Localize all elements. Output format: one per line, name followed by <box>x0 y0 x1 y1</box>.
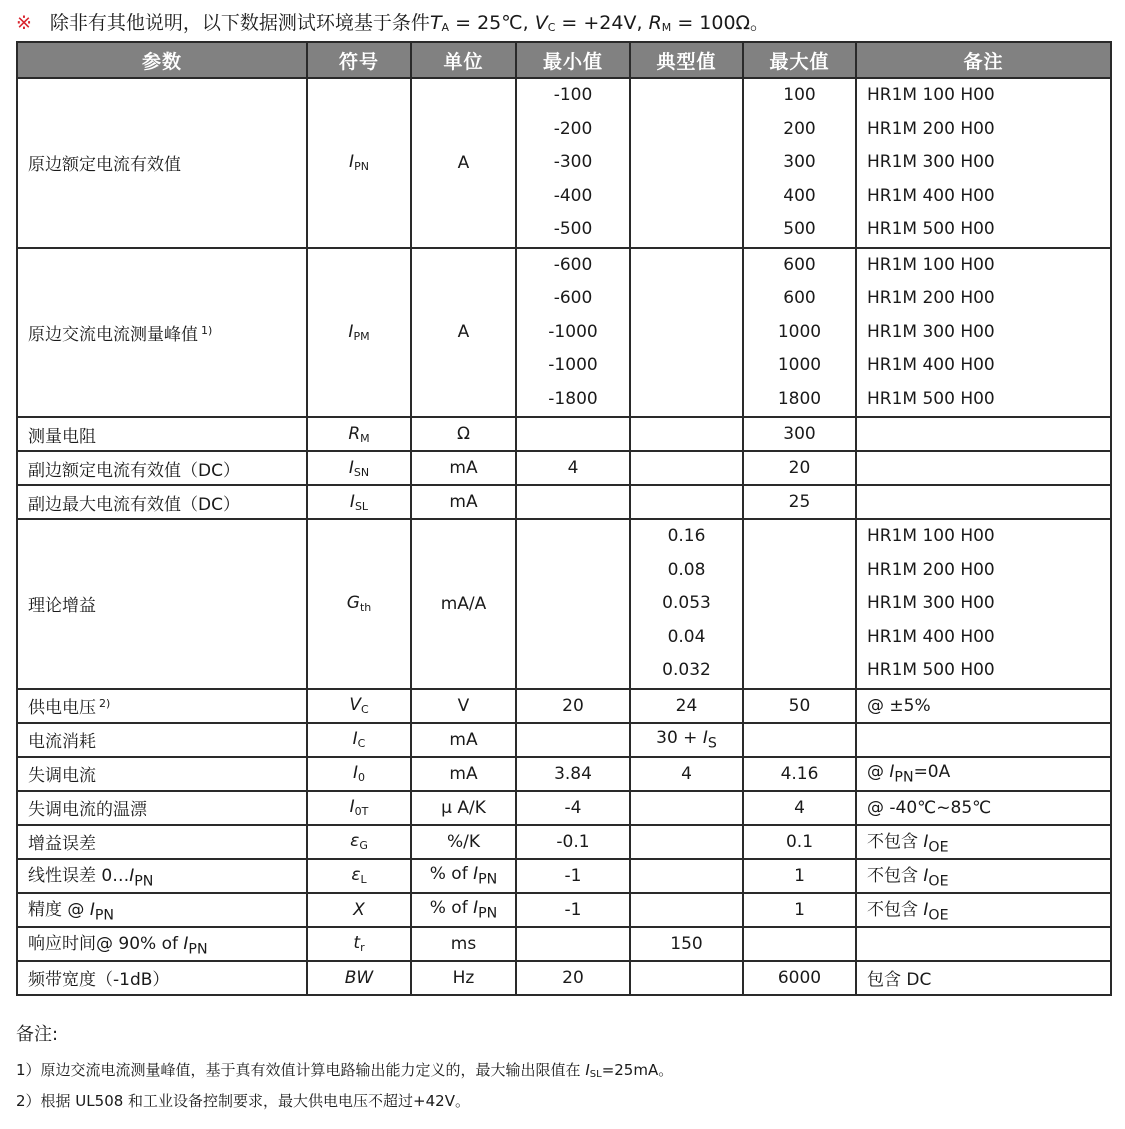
symbol-cell: $\varepsilon_G$ <box>307 825 411 859</box>
note-cell: 不包含 $I_{OE}$ <box>856 825 1111 859</box>
header-unit: 单位 <box>411 42 516 78</box>
unit-cell: Ω <box>411 417 516 451</box>
param-cell: 电流消耗 <box>17 723 307 757</box>
vc-symbol: V <box>534 12 548 34</box>
condition-text: 除非有其他说明，以下数据测试环境基于条件 <box>49 12 430 34</box>
param-cell: 副边额定电流有效值（DC） <box>17 451 307 485</box>
param-cell: 失调电流的温漂 <box>17 791 307 825</box>
unit-cell: mA <box>411 757 516 791</box>
param-cell: 增益误差 <box>17 825 307 859</box>
max-cell <box>743 723 856 757</box>
table-row <box>17 689 1111 723</box>
typ-cell: $30 + I_S$ <box>630 723 743 757</box>
unit-cell: Hz <box>411 961 516 995</box>
param-cell: 失调电流 <box>17 757 307 791</box>
ta-value: = 25℃, <box>455 12 529 34</box>
rm-symbol: R <box>648 12 662 34</box>
note-cell: HR1M 100 H00 HR1M 200 H00 HR1M 300 H00 HR1M 400 H00 HR1M 500 H00 <box>856 519 1111 689</box>
unit-cell: mA <box>411 723 516 757</box>
param-cell: 副边最大电流有效值（DC） <box>17 485 307 519</box>
remarks <box>16 1020 1116 1112</box>
unit-cell: A <box>411 248 516 418</box>
param-cell: 原边额定电流有效值 <box>17 78 307 248</box>
note-cell <box>856 723 1111 757</box>
param-cell: 原边交流电流测量峰值 $^{1)}$ <box>17 248 307 418</box>
remarks-title: 备注: <box>16 1024 59 1045</box>
unit-cell: A <box>411 78 516 248</box>
max-cell: 100 200 300 400 500 <box>743 78 856 248</box>
test-conditions <box>16 8 1116 38</box>
table-row <box>17 893 1111 927</box>
header-symbol: 符号 <box>307 42 411 78</box>
max-cell: 1 <box>743 893 856 927</box>
max-cell: 50 <box>743 689 856 723</box>
min-cell: -4 <box>516 791 630 825</box>
vc-value: = +24V, <box>561 12 643 34</box>
table-row <box>17 78 1111 248</box>
vc-sub: C <box>547 21 556 34</box>
symbol-cell: $I_{SL}$ <box>307 485 411 519</box>
min-cell: -1 <box>516 893 630 927</box>
note-cell <box>856 451 1111 485</box>
note-cell: @ -40℃~85℃ <box>856 791 1111 825</box>
typ-cell <box>630 451 743 485</box>
unit-cell: mA <box>411 485 516 519</box>
min-cell: -1 <box>516 859 630 893</box>
table-row <box>17 519 1111 689</box>
header-max: 最大值 <box>743 42 856 78</box>
symbol-cell: $V_C$ <box>307 689 411 723</box>
typ-cell <box>630 825 743 859</box>
table-row <box>17 961 1111 995</box>
typ-cell <box>630 859 743 893</box>
min-cell: -100 -200 -300 -400 -500 <box>516 78 630 248</box>
spec-table <box>16 41 1112 996</box>
header-param: 参数 <box>17 42 307 78</box>
header-typ: 典型值 <box>630 42 743 78</box>
typ-cell: 24 <box>630 689 743 723</box>
unit-cell: mA <box>411 451 516 485</box>
max-cell: 1 <box>743 859 856 893</box>
max-cell: 20 <box>743 451 856 485</box>
unit-cell: % of $I_{PN}$ <box>411 859 516 893</box>
remark-line: 1）原边交流电流测量峰值，基于真有效值计算电路输出能力定义的，最大输出限值在 $I_{SL}=25mA$。 <box>16 1061 674 1080</box>
max-cell: 4 <box>743 791 856 825</box>
typ-cell <box>630 893 743 927</box>
table-row <box>17 859 1111 893</box>
table-header-row <box>17 42 1111 78</box>
typ-cell: 0.16 0.08 0.053 0.04 0.032 <box>630 519 743 689</box>
max-cell <box>743 927 856 961</box>
note-cell <box>856 927 1111 961</box>
symbol-cell: $I_{SN}$ <box>307 451 411 485</box>
header-min: 最小值 <box>516 42 630 78</box>
param-cell: 精度 @ $I_{PN}$ <box>17 893 307 927</box>
symbol-cell: $I_C$ <box>307 723 411 757</box>
table-row <box>17 248 1111 418</box>
symbol-cell: $I_{0T}$ <box>307 791 411 825</box>
max-cell: 0.1 <box>743 825 856 859</box>
symbol-cell: $t_r$ <box>307 927 411 961</box>
max-cell: 25 <box>743 485 856 519</box>
ta-symbol: T <box>429 12 442 34</box>
typ-cell <box>630 961 743 995</box>
rm-sub: M <box>661 21 672 34</box>
param-cell: 频带宽度（-1dB） <box>17 961 307 995</box>
ta-sub: A <box>441 21 450 34</box>
unit-cell: μ A/K <box>411 791 516 825</box>
min-cell <box>516 485 630 519</box>
rm-value: = 100Ω。 <box>677 12 770 34</box>
table-row <box>17 451 1111 485</box>
header-note: 备注 <box>856 42 1111 78</box>
note-cell: 不包含 $I_{OE}$ <box>856 893 1111 927</box>
note-cell <box>856 485 1111 519</box>
typ-cell: 150 <box>630 927 743 961</box>
unit-cell: V <box>411 689 516 723</box>
max-cell: 300 <box>743 417 856 451</box>
table-row <box>17 417 1111 451</box>
max-cell: 6000 <box>743 961 856 995</box>
param-cell: 线性误差 $0\dots I_{PN}$ <box>17 859 307 893</box>
min-cell <box>516 417 630 451</box>
min-cell: 20 <box>516 689 630 723</box>
note-cell: HR1M 100 H00 HR1M 200 H00 HR1M 300 H00 HR1M 400 H00 HR1M 500 H00 <box>856 78 1111 248</box>
note-cell: 包含 DC <box>856 961 1111 995</box>
note-cell: @ ±5% <box>856 689 1111 723</box>
typ-cell <box>630 791 743 825</box>
typ-cell: 4 <box>630 757 743 791</box>
table-row <box>17 791 1111 825</box>
typ-cell <box>630 485 743 519</box>
min-cell <box>516 723 630 757</box>
min-cell: 3.84 <box>516 757 630 791</box>
param-cell: 响应时间@ 90% of $I_{PN}$ <box>17 927 307 961</box>
symbol-cell: X <box>307 893 411 927</box>
table-row <box>17 723 1111 757</box>
note-cell <box>856 417 1111 451</box>
unit-cell: %/K <box>411 825 516 859</box>
min-cell: 4 <box>516 451 630 485</box>
min-cell <box>516 519 630 689</box>
min-cell <box>516 927 630 961</box>
max-cell: 600 600 1000 1000 1800 <box>743 248 856 418</box>
min-cell: 20 <box>516 961 630 995</box>
min-cell: -600 -600 -1000 -1000 -1800 <box>516 248 630 418</box>
note-cell: HR1M 100 H00 HR1M 200 H00 HR1M 300 H00 HR1M 400 H00 HR1M 500 H00 <box>856 248 1111 418</box>
table-row <box>17 485 1111 519</box>
param-cell: 供电电压 $^{2)}$ <box>17 689 307 723</box>
symbol-cell: $I_{PN}$ <box>307 78 411 248</box>
param-cell: 测量电阻 <box>17 417 307 451</box>
note-cell: @ $I_{PN}=0A$ <box>856 757 1111 791</box>
symbol-cell: $R_M$ <box>307 417 411 451</box>
symbol-cell: $I_0$ <box>307 757 411 791</box>
symbol-cell: BW <box>307 961 411 995</box>
table-row <box>17 825 1111 859</box>
remark-line: 2）根据 UL508 和工业设备控制要求，最大供电电压不超过+42V。 <box>16 1092 470 1110</box>
max-cell <box>743 519 856 689</box>
symbol-cell: $G_{th}$ <box>307 519 411 689</box>
max-cell: 4.16 <box>743 757 856 791</box>
typ-cell <box>630 417 743 451</box>
typ-cell <box>630 78 743 248</box>
note-cell: 不包含 $I_{OE}$ <box>856 859 1111 893</box>
table-row <box>17 927 1111 961</box>
typ-cell <box>630 248 743 418</box>
table-row <box>17 757 1111 791</box>
reference-mark-icon: ※ <box>16 12 32 34</box>
symbol-cell: $\varepsilon_L$ <box>307 859 411 893</box>
min-cell: -0.1 <box>516 825 630 859</box>
unit-cell: % of $I_{PN}$ <box>411 893 516 927</box>
param-cell: 理论增益 <box>17 519 307 689</box>
unit-cell: mA/A <box>411 519 516 689</box>
symbol-cell: $I_{PM}$ <box>307 248 411 418</box>
unit-cell: ms <box>411 927 516 961</box>
